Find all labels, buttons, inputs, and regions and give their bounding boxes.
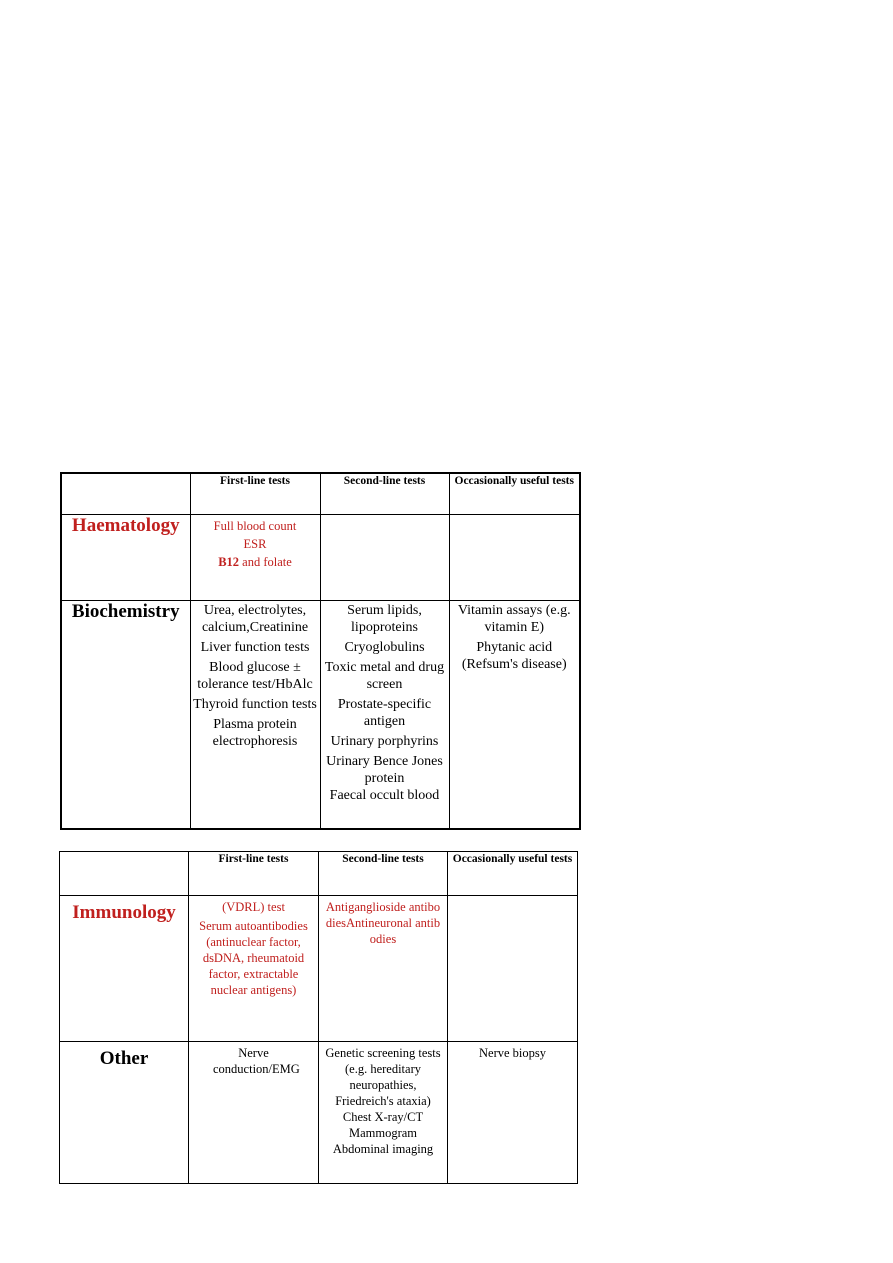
list-item: Antiganglioside antibodiesAntineuronal antibodies [325, 900, 441, 946]
header-occasional: Occasionally useful tests [449, 473, 580, 515]
haematology-first-line [190, 515, 320, 601]
list-item: Mammogram [348, 1126, 418, 1140]
row-label-haematology: Haematology [61, 515, 190, 601]
list-item: Urea, electrolytes, calcium,Creatinine [201, 603, 309, 635]
table-row-immunology [60, 896, 578, 1042]
immunology-second-line [319, 896, 448, 1042]
list-item: (VDRL) test [222, 900, 285, 914]
header-first-line: First-line tests [189, 852, 319, 896]
tests-table-1 [60, 472, 581, 830]
list-item: ESR [243, 537, 267, 551]
table-header-row [61, 473, 580, 515]
immunology-occasional [448, 896, 578, 1042]
header-empty-cell [60, 852, 189, 896]
other-occasional [448, 1042, 578, 1184]
biochemistry-first-line [190, 601, 320, 830]
header-first-line: First-line tests [190, 473, 320, 515]
list-item: Nerve biopsy [479, 1046, 546, 1060]
list-item: Urinary porphyrins [330, 734, 439, 749]
list-item: Serum autoantibodies (antinuclear factor, dsDNA, rheumatoid factor, extractable nuclear antigens) [199, 919, 308, 997]
list-item: Abdominal imaging [332, 1142, 434, 1156]
haematology-occasional [449, 515, 580, 601]
list-item: Prostate-specific antigen [337, 697, 432, 729]
list-item: Thyroid function tests [193, 697, 317, 712]
list-item: Blood glucose ± tolerance test/HbAlc [197, 660, 313, 692]
row-label-immunology: Immunology [60, 896, 189, 1042]
list-item: Toxic metal and drug screen [324, 660, 445, 692]
haematology-second-line [320, 515, 449, 601]
tests-table-2 [59, 851, 578, 1184]
table-row-other [60, 1042, 578, 1184]
list-item: Phytanic acid (Refsum's disease) [461, 640, 567, 672]
header-second-line: Second-line tests [319, 852, 448, 896]
list-item: Nerve conduction/EMG [213, 1046, 300, 1076]
list-item: Serum lipids, lipoproteins [347, 603, 422, 635]
list-item: Full blood count [213, 519, 297, 533]
row-label-biochemistry: Biochemistry [61, 601, 190, 830]
list-item [191, 553, 320, 571]
list-item: Chest X-ray/CT [342, 1110, 424, 1124]
list-item: Genetic screening tests (e.g. hereditary neuropathies, Friedreich's ataxia) [325, 1046, 441, 1108]
other-first-line [189, 1042, 319, 1184]
list-item: Liver function tests [200, 640, 310, 655]
b12-text: B12 [218, 555, 240, 569]
list-item: Faecal occult blood [329, 788, 440, 803]
table-row-haematology [61, 515, 580, 601]
biochemistry-occasional [449, 601, 580, 830]
immunology-first-line [189, 896, 319, 1042]
list-item: Plasma protein electrophoresis [212, 717, 298, 749]
other-second-line [319, 1042, 448, 1184]
header-occasional: Occasionally useful tests [448, 852, 578, 896]
table-header-row [60, 852, 578, 896]
list-item: Urinary Bence Jones protein [326, 754, 443, 786]
row-label-other: Other [60, 1042, 189, 1184]
biochemistry-second-line [320, 601, 449, 830]
list-item: Cryoglobulins [344, 640, 425, 655]
list-item: Vitamin assays (e.g. vitamin E) [457, 603, 571, 635]
folate-text: and folate [239, 555, 292, 569]
table-row-biochemistry [61, 601, 580, 830]
header-second-line: Second-line tests [320, 473, 449, 515]
header-empty-cell [61, 473, 190, 515]
